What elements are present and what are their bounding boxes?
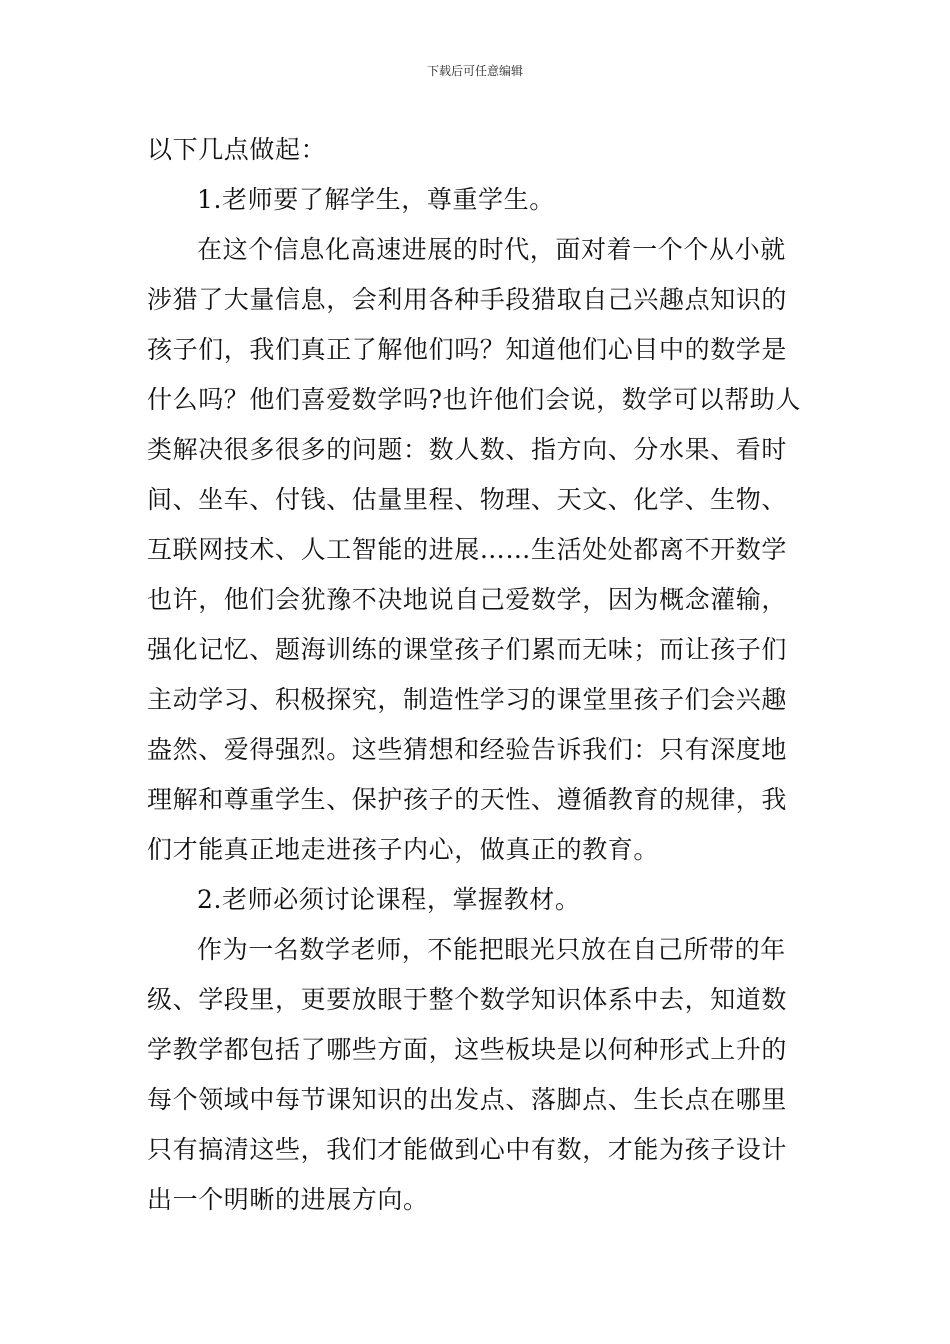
- text-line: 也许，他们会犹豫不决地说自己爱数学，因为概念灌输，: [147, 585, 788, 614]
- text-line: 出一个明晰的进展方向。: [147, 1185, 429, 1214]
- text-line: 孩子们，我们真正了解他们吗？知道他们心目中的数学是: [147, 335, 788, 364]
- text-line: 涉猎了大量信息，会利用各种手段猎取自己兴趣点知识的: [147, 285, 788, 314]
- document-body: [147, 125, 809, 1225]
- text-line: 盎然、爱得强烈。这些猜想和经验告诉我们：只有深度地: [147, 735, 788, 764]
- text-line: 学教学都包括了哪些方面，这些板块是以何种形式上升的: [147, 1035, 788, 1064]
- page-header: 下载后可任意编辑: [426, 64, 523, 78]
- text-line: 互联网技术、人工智能的进展……生活处处都离不开数学: [147, 535, 788, 564]
- text-line: 以下几点做起：: [147, 135, 327, 164]
- list-item-heading: 2.老师必须讨论课程，掌握教材。: [197, 885, 581, 914]
- text-line: 每个领域中每节课知识的出发点、落脚点、生长点在哪里: [147, 1085, 788, 1114]
- text-line: 级、学段里，更要放眼于整个数学知识体系中去，知道数: [147, 985, 788, 1014]
- text-line: 理解和尊重学生、保护孩子的天性、遵循教育的规律，我: [147, 785, 788, 814]
- text-line: 类解决很多很多的问题：数人数、指方向、分水果、看时: [147, 435, 788, 464]
- text-line: 什么吗？他们喜爱数学吗?也许他们会说，数学可以帮助人: [147, 385, 802, 414]
- list-item-heading: 1.老师要了解学生，尊重学生。: [197, 185, 555, 214]
- text-line: 只有搞清这些，我们才能做到心中有数，才能为孩子设计: [147, 1135, 788, 1164]
- text-line: 强化记忆、题海训练的课堂孩子们累而无味；而让孩子们: [147, 635, 788, 664]
- paragraph-start-line: 在这个信息化高速进展的时代，面对着一个个从小就: [197, 235, 786, 264]
- paragraph-start-line: 作为一名数学老师，不能把眼光只放在自己所带的年: [197, 935, 786, 964]
- text-line: 们才能真正地走进孩子内心，做真正的教育。: [147, 835, 660, 864]
- text-line: 主动学习、积极探究，制造性学习的课堂里孩子们会兴趣: [147, 685, 788, 714]
- text-line: 间、坐车、付钱、估量里程、物理、天文、化学、生物、: [147, 485, 788, 514]
